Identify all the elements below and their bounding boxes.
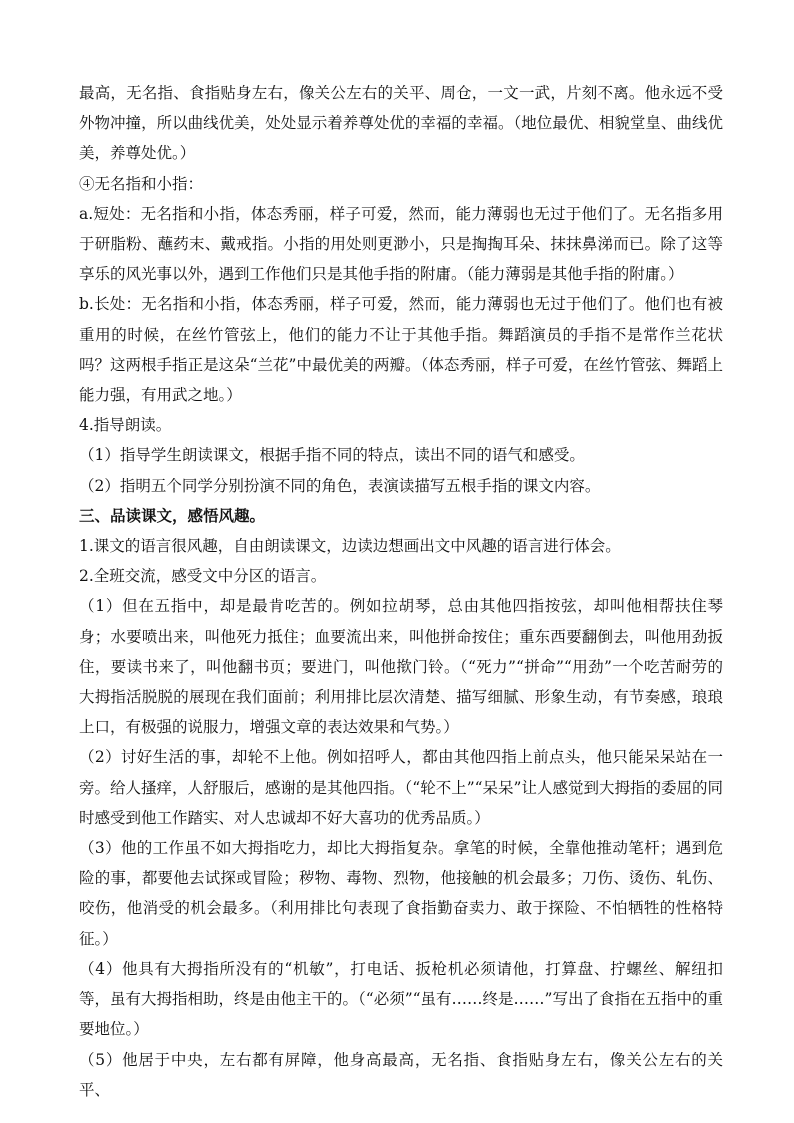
list-item-example-2: （2）讨好生活的事，却轮不上他。例如招呼人，都由其他四指上前点头，他只能呆呆站在一旁。给人搔痒，人舒服后，感谢的是其他四指。（“轮不上”“呆呆”让人感觉到大拇指的委屈的同时感受到他工作踏实、对人忠诚却不好大喜功的优秀品质。） [79,748,723,827]
paragraph-shortcoming: a.短处：无名指和小指，体态秀丽，样子可爱，然而，能力薄弱也无过于他们了。无名指多用于研脂粉、蘸药末、戴戒指。小指的用处则更渺小，只是掏掏耳朵、抹抹鼻涕而已。除了这等享乐的风光事以外，遇到工作他们只是其他手指的附庸。（能力薄弱是其他手指的附庸。） [79,204,723,284]
list-item-reading-2: （2）指明五个同学分别扮演不同的角色，表演读描写五根手指的课文内容。 [79,476,601,495]
list-item-example-1: （1）但在五指中，却是最肯吃苦的。例如拉胡琴，总由其他四指按弦，却叫他相帮扶住琴身；水要喷出来，叫他死力抵住；血要流出来，叫他拼命按住；重东西要翻倒去，叫他用劲扳住，要读书来了，叫他翻书页；要进门，叫他揿门铃。（“死力”“拼命”“用劲”一个吃苦耐劳的大拇指活脱脱的展现在我们面前；利用排比层次清楚、描写细腻、形象生动，有节奏感，琅琅上口，有极强的说服力，增强文章的表达效果和气势。） [79,597,723,737]
list-item-example-3: （3）他的工作虽不如大拇指吃力，却比大拇指复杂。拿笔的时候，全靠他推动笔杆；遇到危险的事，都要他去试探或冒险；秽物、毒物、烈物，他接触的机会最多；刀伤、烫伤、轧伤、咬伤，他消受的机会最多。（利用排比句表现了食指勤奋卖力、敢于探险、不怕牺牲的性格特征。） [79,839,723,948]
list-item-example-4: （4）他具有大拇指所没有的“机敏”，打电话、扳枪机必须请他，打算盘、拧螺丝、解纽扣等，虽有大拇指相助，终是由他主干的。（“必须”“虽有……终是……”写出了食指在五指中的重要地位。） [79,959,723,1039]
step-2: 2.全班交流，感受文中分区的语言。 [79,567,327,586]
step-1: 1.课文的语言很风趣，自由朗读课文，边读边想画出文中风趣的语言进行体会。 [79,537,621,556]
paragraph-zhongzhi-end: 最高，无名指、食指贴身左右，像关公左右的关平、周仓，一文一武，片刻不离。他永远不受外物冲撞，所以曲线优美，处处显示着养尊处优的幸福的幸福。（地位最优、相貌堂皇、曲线优美，养尊处优。） [79,84,723,163]
step-reading-guide: 4.指导朗读。 [79,416,172,435]
list-item-example-5: （5）他居于中央，左右都有屏障，他身高最高，无名指、食指贴身左右，像关公左右的关平、 [79,1050,723,1099]
list-item-reading-1: （1）指导学生朗读课文，根据手指不同的特点，读出不同的语气和感受。 [79,446,585,465]
paragraph-strength: b.长处：无名指和小指，体态秀丽，样子可爱，然而，能力薄弱也无过于他们了。他们也有被重用的时候，在丝竹管弦上，他们的能力不让于其他手指。舞蹈演员的手指不是常作兰花状吗？这两根手指正是这朵“兰花”中最优美的两瓣。（体态秀丽，样子可爱，在丝竹管弦、舞蹈上能力强，有用武之地。） [79,295,723,405]
section-heading-3: 三、品读课文，感悟风趣。 [79,505,266,525]
document-page [79,78,723,1105]
subheading-ring-little-finger: ④无名指和小指： [79,174,204,193]
